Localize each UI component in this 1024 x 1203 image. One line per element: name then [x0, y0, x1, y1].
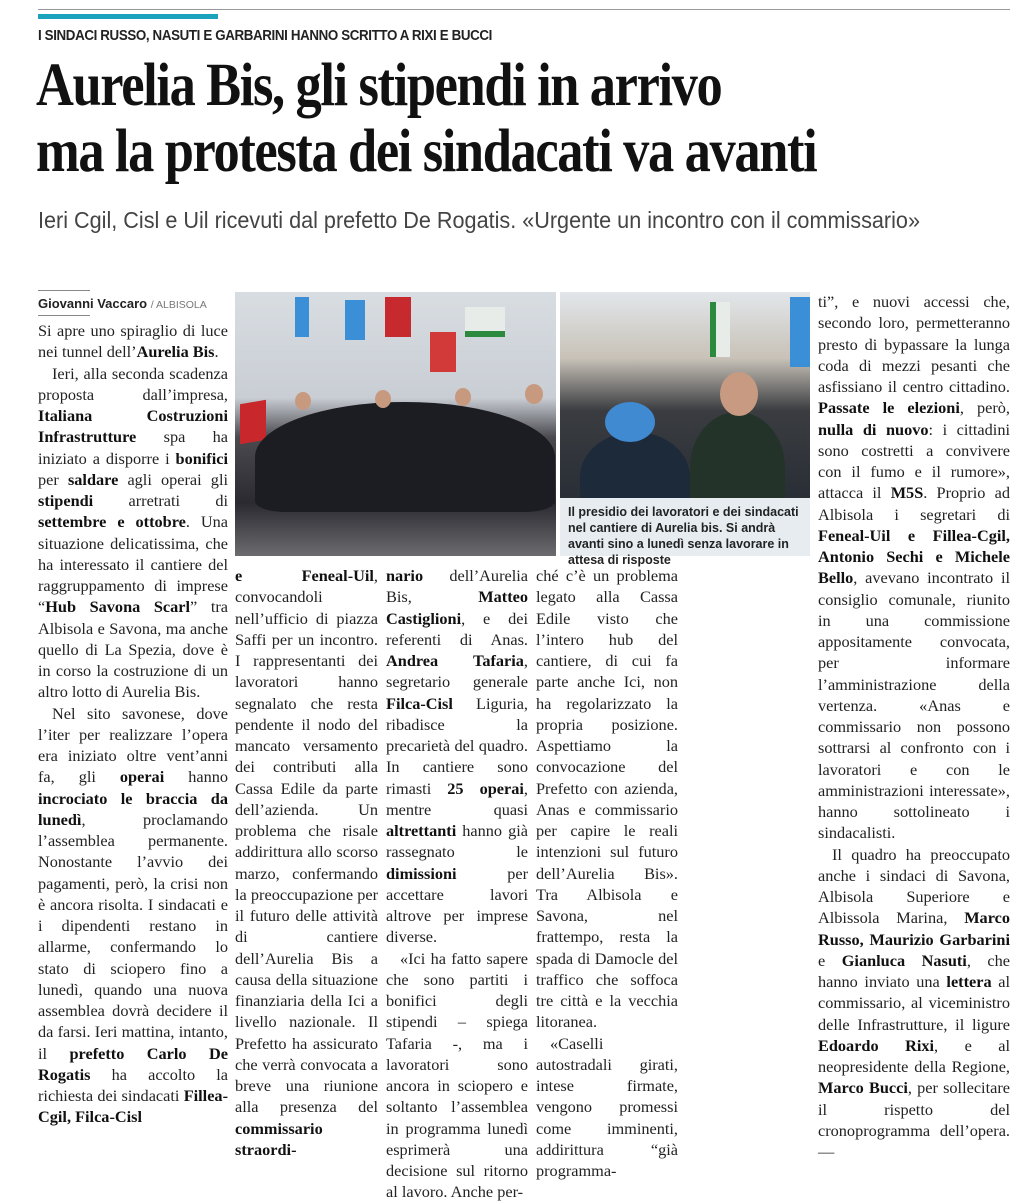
bold-text: prefetto Carlo De Rogatis: [38, 1043, 228, 1084]
paragraph: [38, 363, 228, 703]
text: Nel sito savonese, dove l’iter per realizzare l’opera era iniziato oltre vent’anni fa, gli: [38, 703, 228, 787]
photo-workers-presidio: [560, 292, 810, 567]
bold-text: incrociato le braccia da lunedì: [38, 788, 228, 829]
text: , che hanno inviato una: [818, 950, 1011, 991]
paragraph: [818, 844, 1010, 1163]
text: ha accolto la richiesta dei sindacati: [38, 1064, 228, 1105]
section-accent-bar: [38, 14, 218, 19]
bold-text: Feneal-Uil e Fillea-Cgil, Antonio Sechi e Michele Bello: [818, 525, 1010, 588]
bold-text: e Feneal-Uil: [235, 566, 374, 585]
bold-text: bonifici: [175, 448, 228, 468]
photo-protest-flags: [235, 292, 556, 556]
bold-text: settembre e ottobre: [38, 512, 186, 532]
bold-text: dimissioni: [386, 863, 457, 883]
text: Si apre uno spiraglio di luce nei tunnel dell’: [38, 321, 228, 362]
byline: [38, 296, 207, 311]
text: . Una situazione delicatissima, che ha interessato il cantiere del raggruppamento di imprese “: [38, 512, 228, 617]
paragraph: [235, 565, 378, 1160]
bold-text: nario: [386, 566, 424, 585]
bold-text: Gianluca Nasuti: [841, 950, 967, 970]
text: ché c’è un problema legato alla Cassa Edile visto che l’intero hub del cantiere, di cui fa parte anche Ici, non ha regolarizzato la propria posizione. Aspettiamo la convocazione del Prefetto con azienda, Anas e commissario per capire le reali intenzioni sul futuro dell’Aurelia Bis». Tra Albisola e Savona, nel frattempo, resta la spada di Damocle del traffico che soffoca tre città e la vecchia litoranea.: [536, 566, 678, 1032]
bold-text: Aurelia Bis: [136, 342, 215, 362]
bold-text: Edoardo Rixi: [818, 1035, 935, 1055]
text: , per sollecitare il rispetto del cronoprogramma dell’opera. —: [818, 1078, 1010, 1161]
subheadline: Ieri Cgil, Cisl e Uil ricevuti dal prefetto De Rogatis. «Urgente un incontro con il commissario»: [38, 207, 920, 233]
bold-text: Filca-Cisl: [386, 693, 453, 713]
headline-line-1: Aurelia Bis, gli stipendi in arrivo: [36, 52, 722, 119]
byline-rule-bottom: [38, 315, 90, 316]
text: , e al neopresidente della Regione,: [818, 1035, 1010, 1076]
text: Liguria, ribadisce la precarietà del quadro. In cantiere sono rimasti: [386, 693, 528, 798]
paragraph: [38, 703, 228, 1128]
bold-text: Matteo Castiglioni: [386, 587, 528, 628]
text: «Ici ha fatto sapere che sono partiti i bonifici degli stipendi – spiega Tafaria -, ma i lavoratori sono ancora in sciopero e soltanto l’assemblea in programma lunedì esprimerà una decisione sul ritorno al lavoro. Anche per-: [386, 948, 528, 1202]
article-column-2: [235, 565, 378, 1160]
article-column-1: [38, 320, 228, 1128]
text: , proclamando l’assemblea permanente. Nonostante l’avvio dei pagamenti, però, la crisi non è ancora risolta. I sindacati e i dipendenti restano in allarme, confermando lo stato di sciopero fino a lunedì, quando una nuova assemblea dovrà decidere il da farsi. Ieri mattina, intanto, il: [38, 809, 228, 1063]
bold-text: Marco Russo, Maurizio Garbarini: [818, 908, 1010, 949]
text: .: [214, 342, 219, 362]
text: : i cittadini sono costretti a convivere con il fumo e il rumore», attacca il: [818, 419, 1010, 503]
bold-text: lettera: [946, 972, 992, 991]
article-column-3: [386, 565, 528, 1203]
text: , e dei referenti di Anas.: [386, 608, 528, 649]
text: . Proprio ad Albisola i segretari di: [818, 483, 1010, 524]
text: Ieri, alla seconda scadenza proposta dall’impresa,: [38, 363, 228, 404]
bold-text: altrettanti: [386, 821, 457, 840]
bold-text: Passate le elezioni: [818, 398, 960, 418]
photo-caption: Il presidio dei lavoratori e dei sindacati nel cantiere di Aurelia bis. Si andrà avanti sino a lunedì senza lavorare in attesa di risposte: [560, 498, 810, 556]
text: , mentre quasi: [386, 778, 528, 819]
text: arretrati di: [93, 491, 228, 510]
text: agli operai gli: [118, 469, 228, 489]
text: dell’Aurelia Bis,: [386, 566, 528, 607]
kicker: I SINDACI RUSSO, NASUTI E GARBARINI HANNO SCRITTO A RIXI E BUCCI: [38, 28, 493, 44]
text: hanno già rassegnato le: [386, 821, 528, 862]
text: ” tra Albisola e Savona, ma anche quello di La Spezia, dove è in corso la costruzione di un altro lotto di Aurelia Bis.: [38, 597, 228, 702]
bold-text: Italiana Costruzioni Infrastrutture: [38, 406, 228, 447]
author: Giovanni Vaccaro: [38, 296, 148, 311]
bold-text: Hub Savona Scarl: [45, 597, 191, 617]
text: al commissario, al viceministro delle Infrastrutture, il ligure: [818, 972, 1010, 1034]
bold-text: 25 operai: [447, 778, 524, 798]
paragraph: [536, 565, 678, 1033]
headline-line-2: ma la protesta dei sindacati va avanti: [36, 118, 817, 185]
text: per: [38, 469, 68, 489]
paragraph: [386, 948, 528, 1203]
text: per accettare lavori altrove per imprese diverse.: [386, 863, 528, 947]
bold-text: commissario straordi-: [235, 1118, 323, 1159]
text: , però,: [959, 398, 1011, 418]
paragraph: [818, 291, 1010, 844]
bold-text: Marco Bucci: [818, 1078, 908, 1098]
bold-text: operai: [119, 767, 165, 787]
article-column-4: [536, 565, 678, 1181]
paragraph: [38, 320, 228, 363]
text: ti”, e nuovi accessi che, secondo loro, permetteranno presto di bypassare la lunga coda di mezzi pesanti che asfissiano il centro cittadino.: [818, 292, 1010, 396]
text: , convocandoli nell’ufficio di piazza Saffi per un incontro. I rappresentanti dei lavoratori hanno segnalato che resta pendente il nodo del mancato versamento dei contributi alla Cassa Edile da parte dell’azienda. Un problema che risale addirittura allo scorso marzo, confermando la preoccupazione per il futuro delle attività di cantiere dell’Aurelia Bis a causa della situazione finanziaria della Ici a livello nazionale. Il Prefetto ha assicurato che verrà convocata a breve una riunione alla presenza del: [235, 566, 378, 1117]
byline-rule-top: [38, 290, 90, 291]
bold-text: M5S: [890, 483, 924, 503]
text: e: [818, 950, 842, 970]
location: / ALBISOLA: [150, 299, 207, 311]
text: , segretario generale: [386, 651, 528, 692]
bold-text: nulla di nuovo: [818, 419, 929, 439]
text: hanno: [164, 767, 229, 787]
bold-text: Fillea-Cgil, Filca-Cisl: [38, 1086, 228, 1127]
bold-text: Andrea Tafaria: [386, 651, 524, 670]
text: «Caselli autostradali girati, intese firmate, vengono promessi come imminenti, addirittura “già programma-: [536, 1033, 678, 1180]
article-column-5: [818, 291, 1010, 1162]
paragraph: [386, 565, 528, 948]
bold-text: saldare: [67, 469, 119, 489]
bold-text: stipendi: [38, 491, 94, 510]
text: spa ha iniziato a disporre i: [38, 427, 228, 468]
top-rule: [38, 9, 1010, 10]
paragraph: [536, 1033, 678, 1182]
text: , avevano incontrato il consiglio comunale, riunito in una commissione appositamente convocata, per informare l’amministrazione della vertenza. «Anas e commissario non possono sottrarsi al confronto con i lavoratori e con le amministrazioni interessate», hanno sottolineato i sindacalisti.: [818, 568, 1010, 843]
text: Il quadro ha preoccupato anche i sindaci di Savona, Albisola Superiore e Albissola Marina,: [818, 844, 1010, 928]
